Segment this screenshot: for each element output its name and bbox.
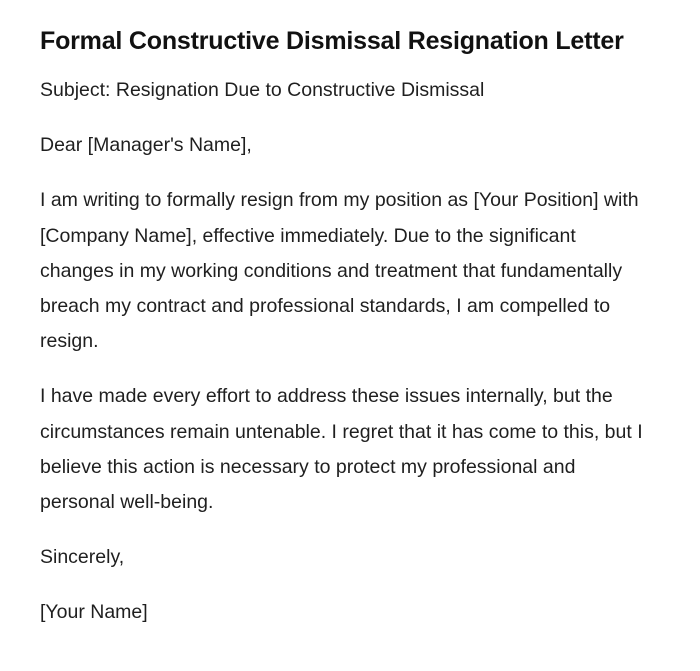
subject-line: Subject: Resignation Due to Constructive Dismissal: [40, 79, 485, 101]
signature: [Your Name]: [40, 601, 148, 624]
salutation: Dear [Manager's Name],: [40, 134, 252, 157]
letter-document: [40, 22, 650, 651]
closing: Sincerely,: [40, 546, 125, 569]
body-paragraph-1: I am writing to formally resign from my position as [Your Position] with [Company Name], effective immediately. Due to the significant changes in my working conditions and treatment that fundamentally breach my contract and professional standards, I am compelled to resign.: [40, 189, 639, 353]
body-paragraph-2: I have made every effort to address these issues internally, but the circumstances remain untenable. I regret that it has come to this, but I believe this action is necessary to protect my professional and personal well-being.: [40, 385, 643, 514]
letter-title: Formal Constructive Dismissal Resignation Letter: [40, 27, 624, 55]
